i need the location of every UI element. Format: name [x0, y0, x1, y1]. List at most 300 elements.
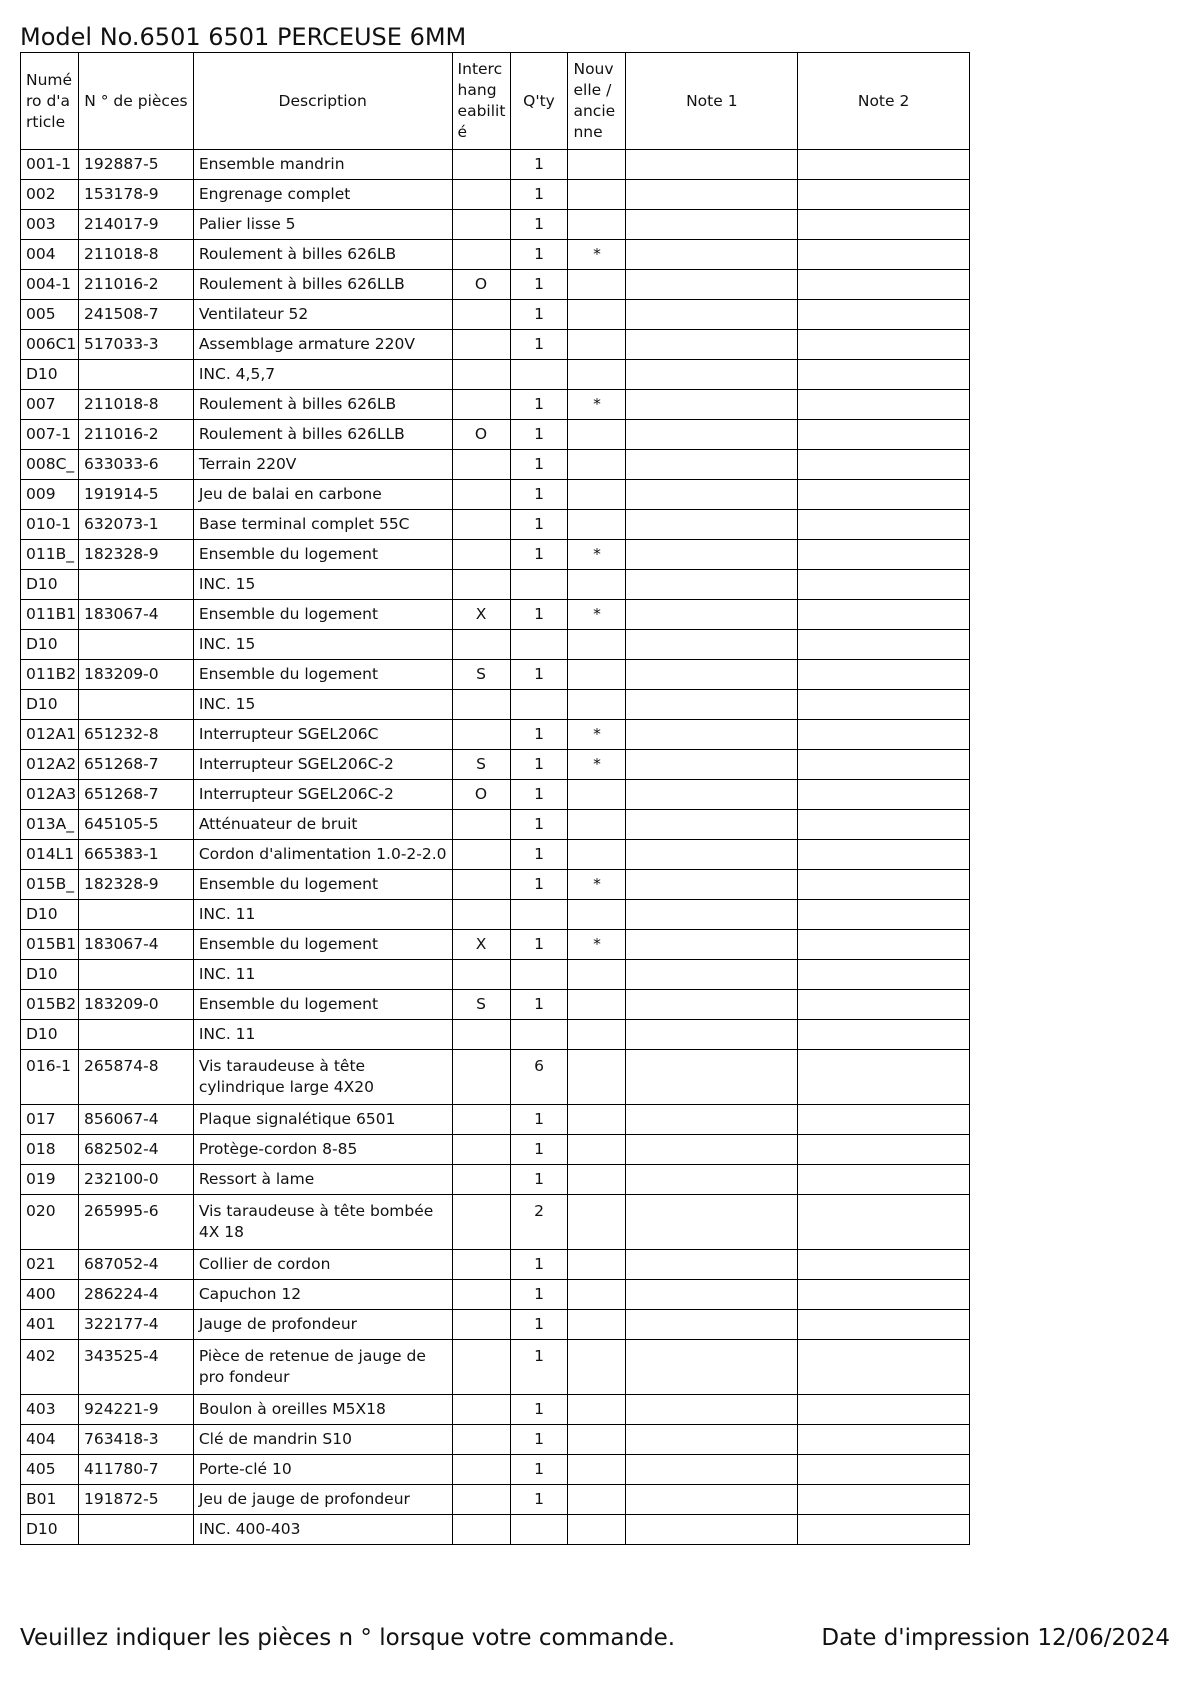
new-old-cell: [568, 900, 626, 930]
part-number-cell: [78, 570, 193, 600]
interchangeability-cell: O: [452, 420, 510, 450]
note-2-cell: [798, 900, 970, 930]
note-1-cell: [626, 1455, 798, 1485]
item-number-cell: 013A_: [21, 810, 79, 840]
part-number-cell: 665383-1: [78, 840, 193, 870]
part-number-cell: 182328-9: [78, 870, 193, 900]
quantity-cell: [510, 1515, 568, 1545]
part-number-cell: 232100-0: [78, 1165, 193, 1195]
table-row: [21, 1515, 970, 1545]
part-number-cell: 183209-0: [78, 990, 193, 1020]
quantity-cell: [510, 630, 568, 660]
item-number-cell: 006C1: [21, 330, 79, 360]
item-number-cell: 019: [21, 1165, 79, 1195]
item-number-cell: 002: [21, 180, 79, 210]
quantity-cell: [510, 570, 568, 600]
item-number-cell: B01: [21, 1485, 79, 1515]
note-2-cell: [798, 570, 970, 600]
interchangeability-cell: [452, 1165, 510, 1195]
part-number-cell: 211016-2: [78, 420, 193, 450]
description-cell: Ensemble du logement: [193, 660, 452, 690]
item-number-cell: 015B2: [21, 990, 79, 1020]
description-cell: Collier de cordon: [193, 1250, 452, 1280]
item-number-cell: 007-1: [21, 420, 79, 450]
note-2-cell: [798, 1310, 970, 1340]
quantity-cell: 1: [510, 330, 568, 360]
quantity-cell: 1: [510, 1485, 568, 1515]
note-1-cell: [626, 1425, 798, 1455]
description-cell: INC. 15: [193, 570, 452, 600]
quantity-cell: [510, 690, 568, 720]
table-row: [21, 660, 970, 690]
note-2-cell: [798, 360, 970, 390]
description-cell: Pièce de retenue de jauge de pro fondeur: [193, 1340, 452, 1395]
description-cell: Ensemble du logement: [193, 600, 452, 630]
new-old-cell: *: [568, 870, 626, 900]
quantity-cell: [510, 900, 568, 930]
new-old-cell: [568, 480, 626, 510]
new-old-cell: [568, 1395, 626, 1425]
note-1-cell: [626, 1250, 798, 1280]
note-2-cell: [798, 1395, 970, 1425]
table-row: [21, 540, 970, 570]
part-number-cell: [78, 1020, 193, 1050]
footer-instruction: Veuillez indiquer les pièces n ° lorsque votre commande.: [20, 1625, 676, 1651]
note-2-cell: [798, 1485, 970, 1515]
note-2-cell: [798, 690, 970, 720]
item-number-cell: 011B2: [21, 660, 79, 690]
quantity-cell: 1: [510, 600, 568, 630]
note-1-cell: [626, 1280, 798, 1310]
part-number-cell: [78, 960, 193, 990]
table-row: [21, 1020, 970, 1050]
interchangeability-cell: [452, 1485, 510, 1515]
item-number-cell: 005: [21, 300, 79, 330]
new-old-cell: [568, 990, 626, 1020]
table-row: [21, 1455, 970, 1485]
item-number-cell: D10: [21, 360, 79, 390]
item-number-cell: D10: [21, 900, 79, 930]
table-row: [21, 690, 970, 720]
table-row: [21, 570, 970, 600]
item-number-cell: 016-1: [21, 1050, 79, 1105]
header-note-1: Note 1: [626, 53, 798, 150]
part-number-cell: 192887-5: [78, 150, 193, 180]
item-number-cell: 009: [21, 480, 79, 510]
note-1-cell: [626, 480, 798, 510]
item-number-cell: 011B_: [21, 540, 79, 570]
note-1-cell: [626, 660, 798, 690]
note-2-cell: [798, 330, 970, 360]
quantity-cell: 1: [510, 540, 568, 570]
new-old-cell: [568, 1310, 626, 1340]
note-2-cell: [798, 1250, 970, 1280]
note-1-cell: [626, 810, 798, 840]
quantity-cell: 1: [510, 1250, 568, 1280]
description-cell: Roulement à billes 626LLB: [193, 420, 452, 450]
quantity-cell: 1: [510, 270, 568, 300]
note-2-cell: [798, 720, 970, 750]
table-row: [21, 1395, 970, 1425]
note-2-cell: [798, 660, 970, 690]
quantity-cell: [510, 960, 568, 990]
quantity-cell: 1: [510, 1340, 568, 1395]
new-old-cell: *: [568, 600, 626, 630]
item-number-cell: 012A2: [21, 750, 79, 780]
table-row: [21, 780, 970, 810]
note-1-cell: [626, 750, 798, 780]
note-2-cell: [798, 510, 970, 540]
item-number-cell: 405: [21, 1455, 79, 1485]
item-number-cell: 014L1: [21, 840, 79, 870]
note-1-cell: [626, 990, 798, 1020]
new-old-cell: [568, 1515, 626, 1545]
note-2-cell: [798, 780, 970, 810]
part-number-cell: [78, 630, 193, 660]
description-cell: Vis taraudeuse à tête bombée 4X 18: [193, 1195, 452, 1250]
description-cell: INC. 11: [193, 1020, 452, 1050]
quantity-cell: 1: [510, 720, 568, 750]
note-2-cell: [798, 1425, 970, 1455]
item-number-cell: 004-1: [21, 270, 79, 300]
item-number-cell: 010-1: [21, 510, 79, 540]
new-old-cell: [568, 330, 626, 360]
description-cell: Capuchon 12: [193, 1280, 452, 1310]
item-number-cell: 007: [21, 390, 79, 420]
item-number-cell: D10: [21, 570, 79, 600]
table-row: [21, 750, 970, 780]
note-2-cell: [798, 480, 970, 510]
description-cell: Ventilateur 52: [193, 300, 452, 330]
quantity-cell: 6: [510, 1050, 568, 1105]
interchangeability-cell: [452, 210, 510, 240]
note-2-cell: [798, 540, 970, 570]
note-2-cell: [798, 930, 970, 960]
description-cell: INC. 11: [193, 960, 452, 990]
table-row: [21, 960, 970, 990]
interchangeability-cell: O: [452, 270, 510, 300]
note-2-cell: [798, 1050, 970, 1105]
description-cell: Porte-clé 10: [193, 1455, 452, 1485]
quantity-cell: 1: [510, 840, 568, 870]
item-number-cell: 004: [21, 240, 79, 270]
description-cell: Interrupteur SGEL206C-2: [193, 780, 452, 810]
table-header-row: [21, 53, 970, 150]
document-title: Model No.6501 6501 PERCEUSE 6MM: [20, 23, 467, 51]
note-2-cell: [798, 1020, 970, 1050]
header-item-number: Numé ro d'a rticle: [21, 53, 79, 150]
new-old-cell: [568, 420, 626, 450]
note-1-cell: [626, 690, 798, 720]
interchangeability-cell: [452, 690, 510, 720]
table-row: [21, 450, 970, 480]
description-cell: Terrain 220V: [193, 450, 452, 480]
table-row: [21, 1485, 970, 1515]
new-old-cell: *: [568, 720, 626, 750]
table-body: [21, 150, 970, 1545]
quantity-cell: 1: [510, 1135, 568, 1165]
table-row: [21, 240, 970, 270]
interchangeability-cell: [452, 630, 510, 660]
part-number-cell: [78, 360, 193, 390]
note-2-cell: [798, 1455, 970, 1485]
item-number-cell: D10: [21, 960, 79, 990]
note-2-cell: [798, 1280, 970, 1310]
note-2-cell: [798, 270, 970, 300]
part-number-cell: 856067-4: [78, 1105, 193, 1135]
item-number-cell: D10: [21, 1515, 79, 1545]
part-number-cell: 682502-4: [78, 1135, 193, 1165]
description-cell: Roulement à billes 626LB: [193, 390, 452, 420]
table-row: [21, 360, 970, 390]
description-cell: Ressort à lame: [193, 1165, 452, 1195]
note-1-cell: [626, 510, 798, 540]
note-2-cell: [798, 630, 970, 660]
note-1-cell: [626, 1395, 798, 1425]
interchangeability-cell: [452, 1340, 510, 1395]
table-row: [21, 930, 970, 960]
new-old-cell: [568, 1425, 626, 1455]
header-description: Description: [193, 53, 452, 150]
interchangeability-cell: [452, 870, 510, 900]
note-1-cell: [626, 1195, 798, 1250]
item-number-cell: D10: [21, 630, 79, 660]
quantity-cell: 1: [510, 210, 568, 240]
quantity-cell: 1: [510, 240, 568, 270]
note-2-cell: [798, 240, 970, 270]
note-1-cell: [626, 1020, 798, 1050]
note-1-cell: [626, 360, 798, 390]
quantity-cell: 1: [510, 1310, 568, 1340]
new-old-cell: [568, 450, 626, 480]
note-2-cell: [798, 840, 970, 870]
part-number-cell: 191914-5: [78, 480, 193, 510]
part-number-cell: 924221-9: [78, 1395, 193, 1425]
quantity-cell: 1: [510, 660, 568, 690]
table-row: [21, 1425, 970, 1455]
header-part-number: N ° de pièces: [78, 53, 193, 150]
item-number-cell: 015B_: [21, 870, 79, 900]
note-2-cell: [798, 870, 970, 900]
note-1-cell: [626, 450, 798, 480]
note-1-cell: [626, 960, 798, 990]
description-cell: Palier lisse 5: [193, 210, 452, 240]
description-cell: Clé de mandrin S10: [193, 1425, 452, 1455]
description-cell: Protège-cordon 8-85: [193, 1135, 452, 1165]
table-row: [21, 720, 970, 750]
table-row: [21, 1280, 970, 1310]
note-1-cell: [626, 840, 798, 870]
table-row: [21, 990, 970, 1020]
table-row: [21, 1195, 970, 1250]
item-number-cell: 001-1: [21, 150, 79, 180]
item-number-cell: 400: [21, 1280, 79, 1310]
part-number-cell: 265874-8: [78, 1050, 193, 1105]
table-row: [21, 810, 970, 840]
note-1-cell: [626, 1165, 798, 1195]
interchangeability-cell: [452, 1135, 510, 1165]
description-cell: INC. 15: [193, 690, 452, 720]
table-row: [21, 270, 970, 300]
table-row: [21, 180, 970, 210]
description-cell: Plaque signalétique 6501: [193, 1105, 452, 1135]
new-old-cell: *: [568, 930, 626, 960]
description-cell: Jeu de balai en carbone: [193, 480, 452, 510]
part-number-cell: 214017-9: [78, 210, 193, 240]
item-number-cell: 021: [21, 1250, 79, 1280]
description-cell: Boulon à oreilles M5X18: [193, 1395, 452, 1425]
quantity-cell: 1: [510, 870, 568, 900]
interchangeability-cell: [452, 1425, 510, 1455]
quantity-cell: 1: [510, 450, 568, 480]
part-number-cell: 211018-8: [78, 240, 193, 270]
item-number-cell: 403: [21, 1395, 79, 1425]
part-number-cell: 153178-9: [78, 180, 193, 210]
note-1-cell: [626, 1485, 798, 1515]
new-old-cell: [568, 1195, 626, 1250]
quantity-cell: 1: [510, 1395, 568, 1425]
item-number-cell: 003: [21, 210, 79, 240]
note-1-cell: [626, 1310, 798, 1340]
new-old-cell: *: [568, 750, 626, 780]
table-row: [21, 210, 970, 240]
interchangeability-cell: [452, 1280, 510, 1310]
note-1-cell: [626, 1135, 798, 1165]
interchangeability-cell: [452, 810, 510, 840]
interchangeability-cell: [452, 720, 510, 750]
table-row: [21, 900, 970, 930]
part-number-cell: 183067-4: [78, 600, 193, 630]
note-1-cell: [626, 600, 798, 630]
description-cell: Ensemble du logement: [193, 540, 452, 570]
note-1-cell: [626, 420, 798, 450]
new-old-cell: [568, 510, 626, 540]
new-old-cell: [568, 1455, 626, 1485]
table-row: [21, 420, 970, 450]
quantity-cell: [510, 1020, 568, 1050]
note-2-cell: [798, 180, 970, 210]
new-old-cell: [568, 210, 626, 240]
interchangeability-cell: S: [452, 660, 510, 690]
quantity-cell: 1: [510, 990, 568, 1020]
new-old-cell: [568, 1135, 626, 1165]
note-1-cell: [626, 240, 798, 270]
header-note-2: Note 2: [798, 53, 970, 150]
interchangeability-cell: [452, 1195, 510, 1250]
item-number-cell: D10: [21, 1020, 79, 1050]
header-quantity: Q'ty: [510, 53, 568, 150]
note-2-cell: [798, 750, 970, 780]
note-1-cell: [626, 150, 798, 180]
interchangeability-cell: [452, 1050, 510, 1105]
new-old-cell: [568, 570, 626, 600]
part-number-cell: 182328-9: [78, 540, 193, 570]
table-row: [21, 510, 970, 540]
new-old-cell: [568, 630, 626, 660]
quantity-cell: 1: [510, 480, 568, 510]
description-cell: Cordon d'alimentation 1.0-2-2.0: [193, 840, 452, 870]
note-2-cell: [798, 1135, 970, 1165]
table-row: [21, 480, 970, 510]
note-2-cell: [798, 990, 970, 1020]
quantity-cell: 1: [510, 1105, 568, 1135]
part-number-cell: 286224-4: [78, 1280, 193, 1310]
table-row: [21, 390, 970, 420]
interchangeability-cell: [452, 1515, 510, 1545]
new-old-cell: [568, 150, 626, 180]
note-1-cell: [626, 1105, 798, 1135]
interchangeability-cell: [452, 450, 510, 480]
new-old-cell: [568, 660, 626, 690]
description-cell: INC. 15: [193, 630, 452, 660]
table-row: [21, 150, 970, 180]
note-2-cell: [798, 1165, 970, 1195]
table-row: [21, 630, 970, 660]
note-2-cell: [798, 1195, 970, 1250]
interchangeability-cell: [452, 540, 510, 570]
part-number-cell: 651268-7: [78, 750, 193, 780]
table-row: [21, 1340, 970, 1395]
note-2-cell: [798, 1515, 970, 1545]
item-number-cell: 011B1: [21, 600, 79, 630]
description-cell: Ensemble du logement: [193, 990, 452, 1020]
footer-print-date: Date d'impression 12/06/2024: [821, 1625, 1170, 1651]
item-number-cell: 012A1: [21, 720, 79, 750]
new-old-cell: *: [568, 390, 626, 420]
quantity-cell: 1: [510, 1455, 568, 1485]
new-old-cell: [568, 1105, 626, 1135]
description-cell: Assemblage armature 220V: [193, 330, 452, 360]
header-interchangeability: Interc hang eabilit é: [452, 53, 510, 150]
note-1-cell: [626, 540, 798, 570]
item-number-cell: 017: [21, 1105, 79, 1135]
quantity-cell: 1: [510, 420, 568, 450]
interchangeability-cell: X: [452, 930, 510, 960]
part-number-cell: 633033-6: [78, 450, 193, 480]
new-old-cell: [568, 690, 626, 720]
description-cell: INC. 11: [193, 900, 452, 930]
new-old-cell: [568, 300, 626, 330]
note-1-cell: [626, 270, 798, 300]
quantity-cell: 1: [510, 180, 568, 210]
table-row: [21, 330, 970, 360]
new-old-cell: *: [568, 540, 626, 570]
item-number-cell: 401: [21, 1310, 79, 1340]
part-number-cell: 645105-5: [78, 810, 193, 840]
table-row: [21, 300, 970, 330]
new-old-cell: [568, 1280, 626, 1310]
table-row: [21, 870, 970, 900]
description-cell: Vis taraudeuse à tête cylindrique large 4X20: [193, 1050, 452, 1105]
note-1-cell: [626, 630, 798, 660]
note-1-cell: [626, 330, 798, 360]
note-1-cell: [626, 870, 798, 900]
quantity-cell: 1: [510, 750, 568, 780]
table-row: [21, 840, 970, 870]
note-2-cell: [798, 960, 970, 990]
description-cell: Roulement à billes 626LB: [193, 240, 452, 270]
quantity-cell: 1: [510, 810, 568, 840]
note-2-cell: [798, 390, 970, 420]
table-row: [21, 1165, 970, 1195]
description-cell: Ensemble du logement: [193, 870, 452, 900]
interchangeability-cell: [452, 840, 510, 870]
part-number-cell: 687052-4: [78, 1250, 193, 1280]
table-row: [21, 1135, 970, 1165]
quantity-cell: 1: [510, 1280, 568, 1310]
part-number-cell: 343525-4: [78, 1340, 193, 1395]
interchangeability-cell: [452, 1395, 510, 1425]
